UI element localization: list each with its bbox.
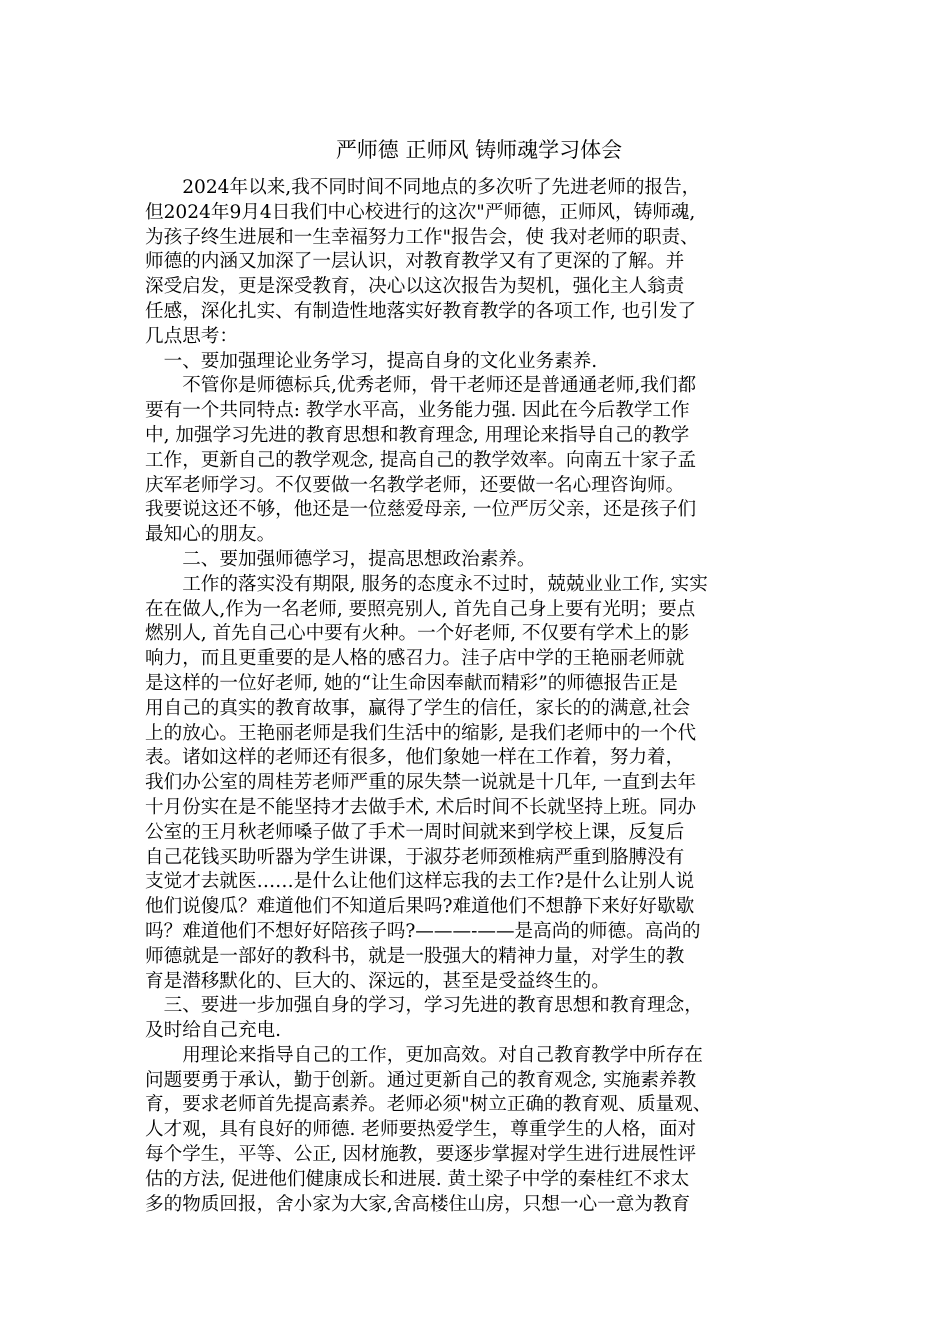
- text-line: 庆军老师学习。不仅要做一名教学老师，还要做一名心理咨询师。: [145, 474, 685, 496]
- text-line: 多的物质回报，舍小家为大家,舍高楼住山房，只想一心一意为教育: [145, 1193, 691, 1215]
- text-line: 燃别人, 首先自己心中要有火种。一个好老师, 不仅要有学术上的影: [145, 623, 690, 645]
- text-line: 上的放心。王艳丽老师是我们生活中的缩影, 是我们老师中的一个代: [145, 722, 697, 744]
- document-body: [145, 176, 805, 1217]
- text-line: 但2024年9月4日我们中心校进行的这次"严师德，正师风，铸师魂,: [145, 201, 696, 223]
- text-line: 师德就是一部好的教科书，就是一股强大的精神力量，对学生的教: [145, 945, 685, 967]
- text-line: 工作的落实没有期限, 服务的态度永不过时，兢兢业业工作, 实实: [145, 573, 708, 595]
- text-line: 及时给自己充电.: [145, 1020, 282, 1042]
- text-line: 三、要进一步加强自身的学习，学习先进的教育思想和教育理念，: [145, 995, 703, 1017]
- text-line: 表。诸如这样的老师还有很多，他们象她一样在工作着，努力着，: [145, 747, 685, 769]
- text-line: 为孩子终生进展和一生幸福努力工作"报告会，使 我对老师的职责、: [145, 226, 699, 248]
- text-line: 问题要勇于承认，勤于创新。通过更新自己的教育观念, 实施素养教: [145, 1069, 697, 1091]
- text-line: 深受启发，更是深受教育，决心以这次报告为契机，强化主人翁责: [145, 276, 685, 298]
- text-line: 2024年以来,我不同时间不同地点的多次听了先进老师的报告，: [145, 177, 701, 198]
- text-line: 人才观，具有良好的师德. 老师要热爱学生，尊重学生的人格，面对: [145, 1119, 697, 1141]
- text-line: 支觉才去就医……是什么让他们这样忘我的去工作?是什么让别人说: [145, 871, 695, 893]
- text-line: 估的方法, 促进他们健康成长和进展. 黄土梁子中学的秦桂红不求太: [145, 1168, 690, 1190]
- text-line: 工作，更新自己的教学观念, 提高自己的教学效率。向南五十家子孟: [145, 449, 697, 471]
- text-line: 我们办公室的周桂芳老师严重的尿失禁一说就是十几年, 一直到去年: [145, 772, 697, 794]
- text-line: 一、要加强理论业务学习，提高自身的文化业务素养.: [145, 350, 598, 372]
- text-line: 二、要加强师德学习，提高思想政治素养。: [145, 548, 536, 570]
- text-line: 任感，深化扎实、有制造性地落实好教育教学的各项工作, 也引发了: [145, 300, 697, 322]
- text-line: 他们说傻瓜？难道他们不知道后果吗?难道他们不想静下来好好歇歇: [145, 896, 695, 918]
- text-line: 要有一个共同特点: 教学水平高，业务能力强. 因此在今后教学工作: [145, 400, 690, 422]
- text-line: 吗？难道他们不想好好陪孩子吗?———-——是高尚的师德。高尚的: [145, 920, 701, 942]
- text-line: 十月份实在是不能坚持才去做手术, 术后时间不长就坚持上班。同办: [145, 796, 697, 818]
- text-line: 用理论来指导自己的工作，更加高效。对自己教育教学中所存在: [145, 1044, 703, 1066]
- document-title: 严师德 正师风 铸师魂学习体会: [335, 138, 623, 162]
- text-line: 在在做人,作为一名老师, 要照亮别人, 首先自己身上要有光明；要点: [145, 598, 696, 620]
- text-line: 响力，而且更重要的是人格的感召力。洼子店中学的王艳丽老师就: [145, 648, 685, 670]
- text-line: 自己花钱买助听器为学生讲课，于淑芬老师颈椎病严重到胳膊没有: [145, 846, 685, 868]
- text-line: 每个学生，平等、公正, 因材施教，要逐步掌握对学生进行进展性评: [145, 1144, 697, 1166]
- text-line: 是这样的一位好老师, 她的“让生命因奉献而精彩”的师德报告正是: [145, 672, 678, 694]
- text-line: 师德的内涵又加深了一层认识，对教育教学又有了更深的了解。并: [145, 251, 685, 273]
- text-line: 用自己的真实的教育故事，赢得了学生的信任，家长的的满意,社会: [145, 697, 691, 719]
- text-line: 公室的王月秋老师嗓子做了手术一周时间就来到学校上课，反复后: [145, 821, 685, 843]
- text-line: 我要说这还不够，他还是一位慈爱母亲, 一位严厉父亲，还是孩子们: [145, 499, 697, 521]
- text-line: 育，要求老师首先提高素养。老师必须"树立正确的教育观、质量观、: [145, 1094, 712, 1116]
- text-line: 育是潜移默化的、巨大的、深远的，甚至是受益终生的。: [145, 970, 610, 992]
- text-line: 最知心的朋友。: [145, 524, 276, 546]
- text-line: 几点思考：: [145, 325, 238, 347]
- text-line: 不管你是师德标兵,优秀老师，骨干老师还是普通通老师,我们都: [145, 375, 697, 397]
- text-line: 中, 加强学习先进的教育思想和教育理念, 用理论来指导自己的教学: [145, 424, 690, 446]
